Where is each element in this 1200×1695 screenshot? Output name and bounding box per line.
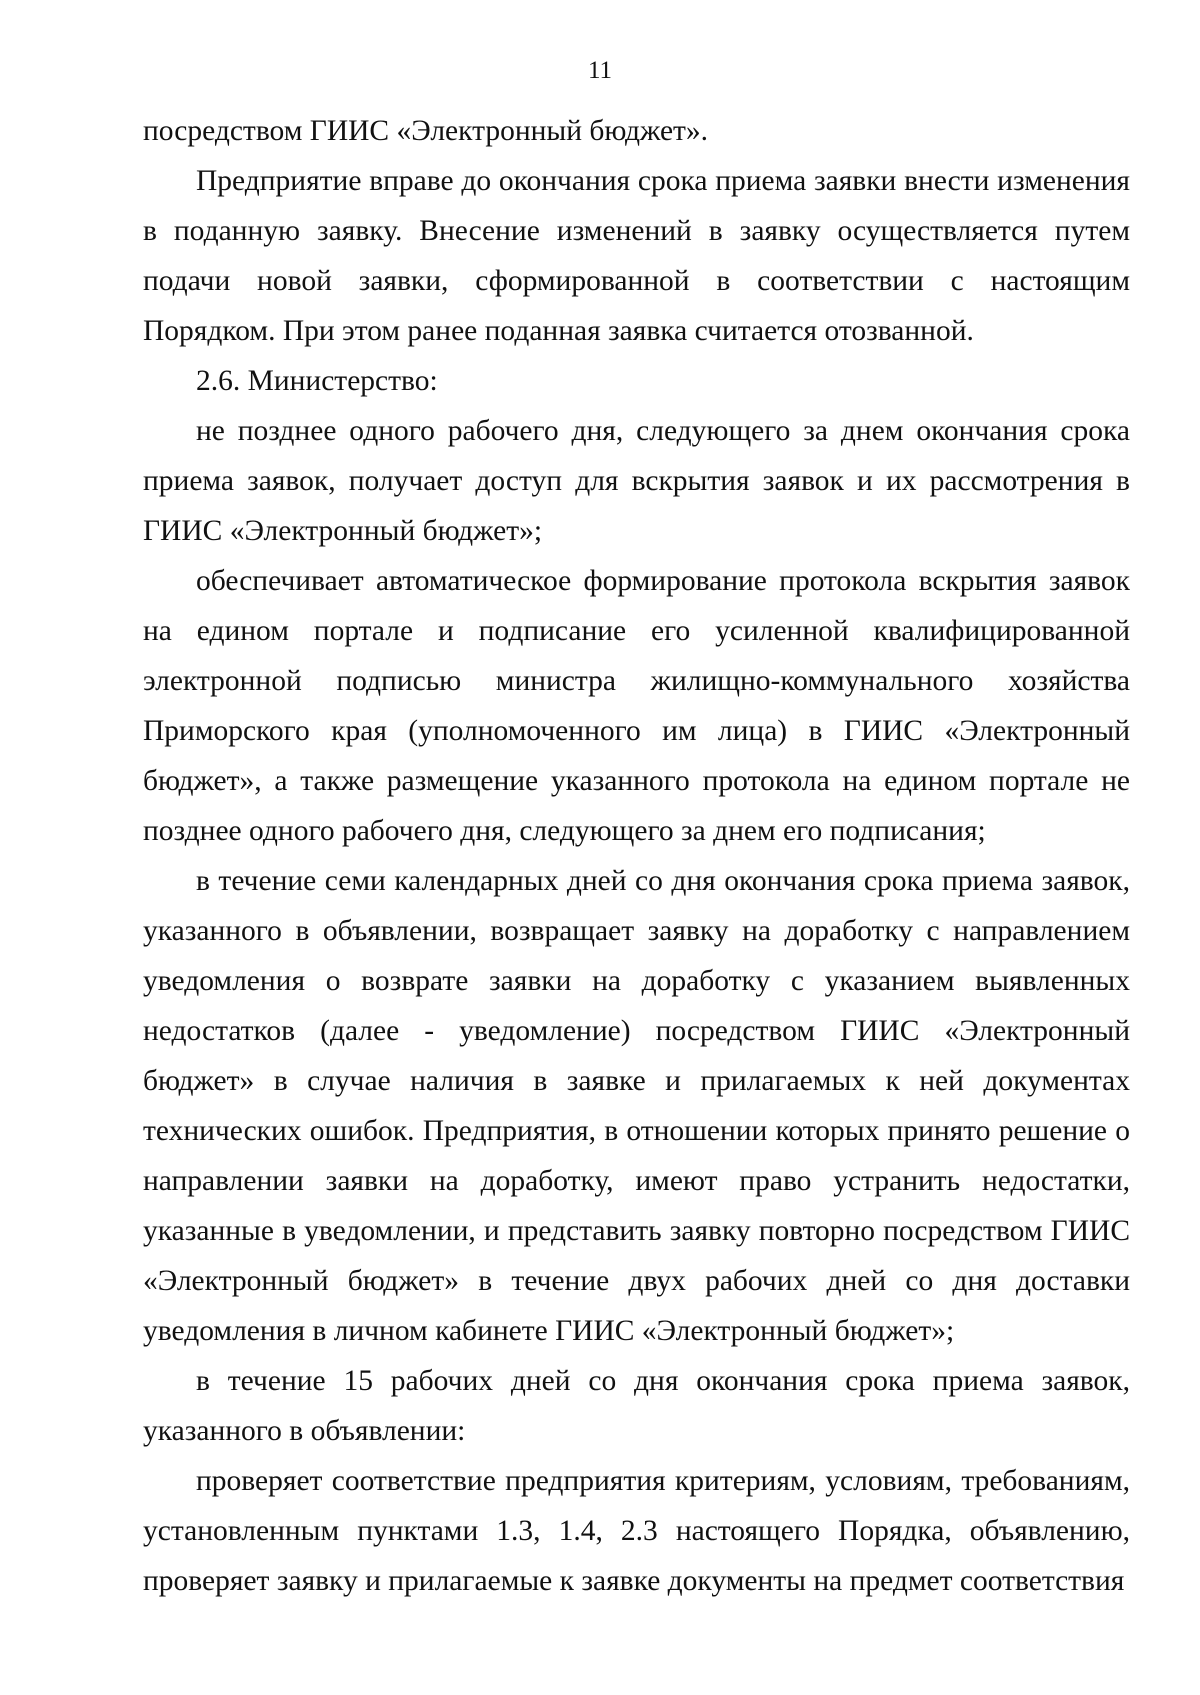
paragraph-protocol-formation: обеспечивает автоматическое формирование протокола вскрытия заявок на едином портале и подписание его усиленной квалифицированной электронной подписью министра жилищно-коммунального хозяйства Приморского края (уполномоченного им лица) в ГИИС «Электронный бюджет», а также размещение указанного протокола на едином портале не позднее одного рабочего дня, следующего за днем его подписания; — [143, 565, 1130, 847]
page-number: 11 — [587, 57, 613, 84]
document-body — [143, 106, 1130, 1606]
paragraph-continuation: посредством ГИИС «Электронный бюджет». — [143, 115, 709, 147]
paragraph-return-for-revision: в течение семи календарных дней со дня окончания срока приема заявок, указанного в объявлении, возвращает заявку на доработку с направлением уведомления о возврате заявки на доработку с указанием выявленных недостатков (далее - уведомление) посредством ГИИС «Электронный бюджет» в случае наличия в заявке и прилагаемых к ней документах технических ошибок. Предприятия, в отношении которых принято решение о направлении заявки на доработку, имеют право устранить недостатки, указанные в уведомлении, и представить заявку повторно посредством ГИИС «Электронный бюджет» в течение двух рабочих дней со дня доставки уведомления в личном кабинете ГИИС «Электронный бюджет»; — [143, 865, 1130, 1347]
paragraph-fifteen-days: в течение 15 рабочих дней со дня окончания срока приема заявок, указанного в объявлении: — [143, 1365, 1130, 1447]
paragraph-application-changes: Предприятие вправе до окончания срока приема заявки внести изменения в поданную заявку. Внесение изменений в заявку осуществляется путем подачи новой заявки, сформированной в соответствии с настоящим Порядком. При этом ранее поданная заявка считается отозванной. — [143, 165, 1130, 347]
paragraph-access-applications: не позднее одного рабочего дня, следующего за днем окончания срока приема заявок, получает доступ для вскрытия заявок и их рассмотрения в ГИИС «Электронный бюджет»; — [143, 415, 1130, 547]
section-heading-2-6: 2.6. Министерство: — [196, 365, 438, 397]
paragraph-verification: проверяет соответствие предприятия критериям, условиям, требованиям, установленным пунктами 1.3, 1.4, 2.3 настоящего Порядка, объявлению, проверяет заявку и прилагаемые к заявке документы на предмет соответствия — [143, 1465, 1130, 1597]
